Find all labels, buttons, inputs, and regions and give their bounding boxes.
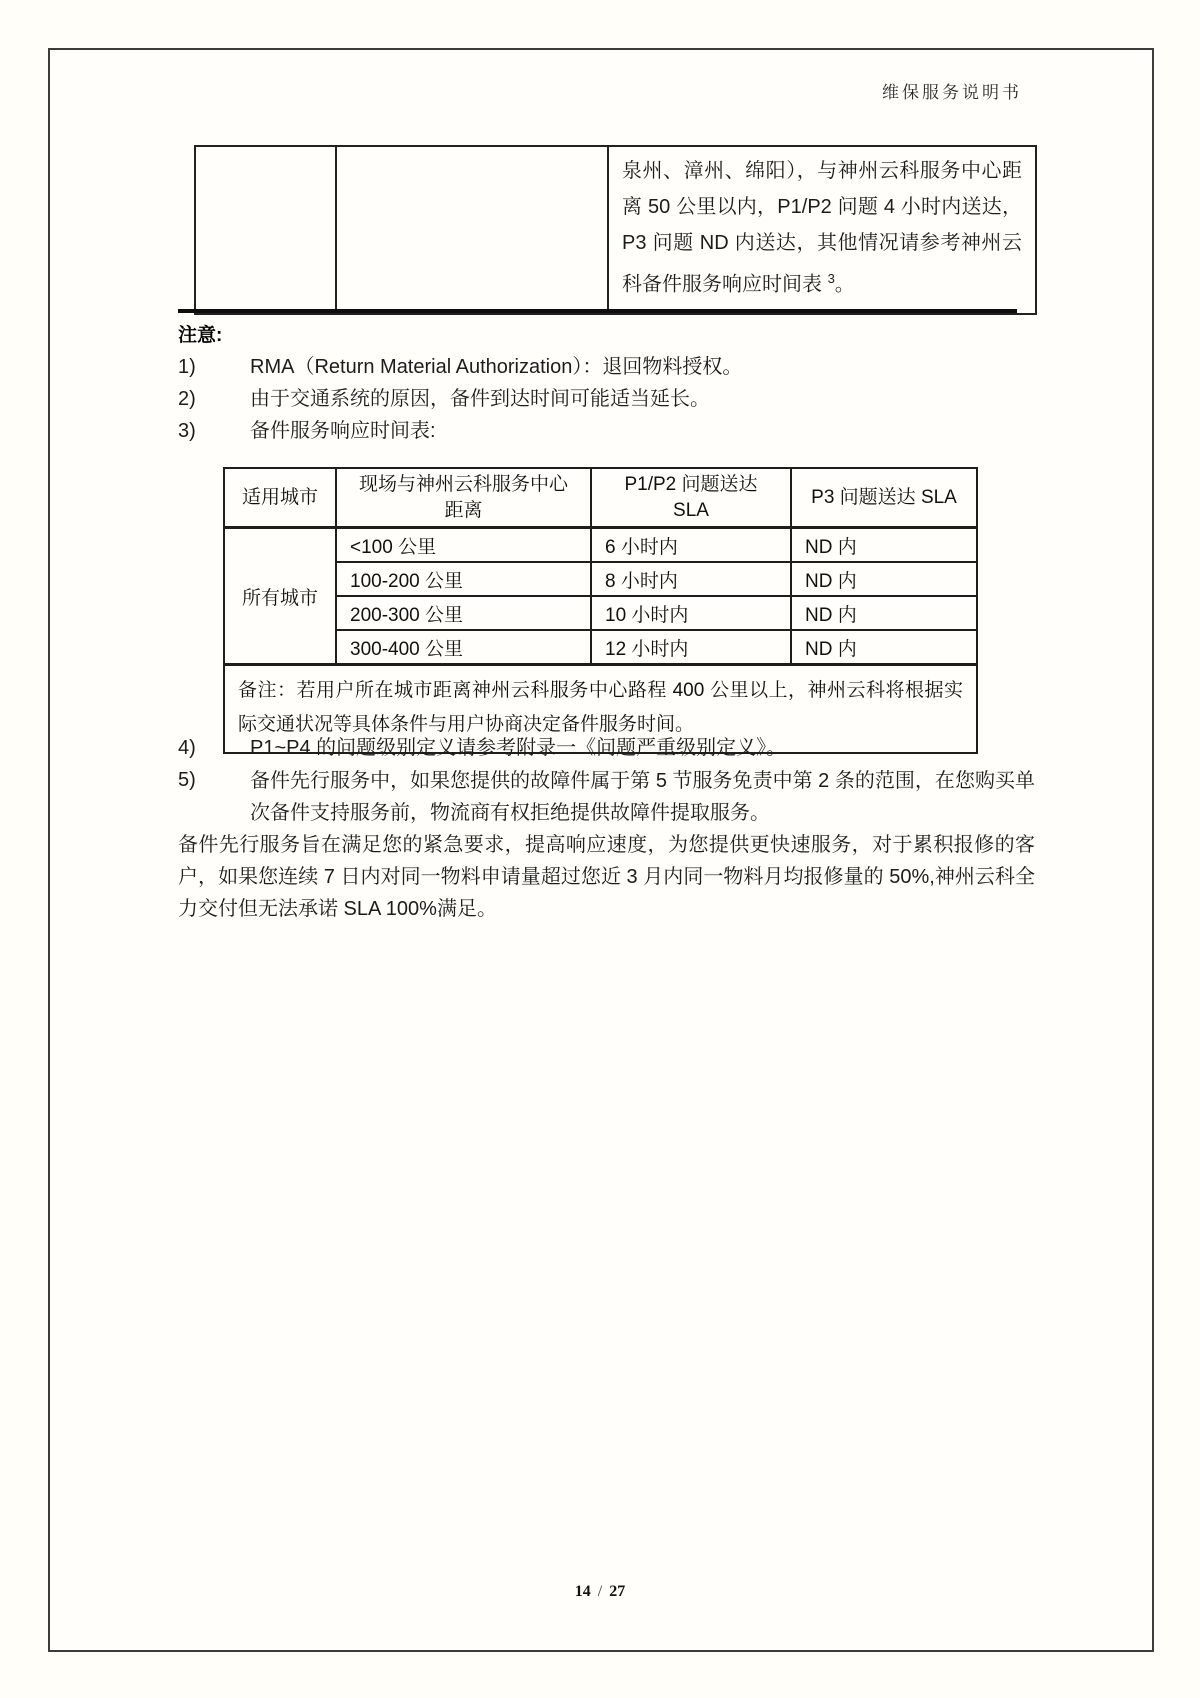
header-p3: P3 问题送达 SLA (791, 468, 977, 528)
cell-p1p2-sla: 6 小时内 (591, 528, 791, 563)
header-distance (336, 468, 591, 528)
cell-distance: 200-300 公里 (336, 596, 591, 630)
continuation-period: 。 (834, 273, 855, 296)
page-header-title: 维保服务说明书 (882, 83, 1022, 102)
cell-p3-sla: ND 内 (791, 596, 977, 630)
table-note: 备注：若用户所在城市距离神州云科服务中心路程 400 公里以上，神州云科将根据实际交通状况等具体条件与用户协商决定备件服务时间。 (224, 665, 977, 754)
note-item-number: 5) (178, 769, 196, 791)
notes-heading: 注意: (178, 325, 223, 346)
note-item-text: P1~P4 的问题级别定义请参考附录一《问题严重级别定义》。 (250, 737, 787, 759)
continuation-text: 泉州、漳州、绵阳），与神州云科服务中心距离 50 公里以内，P1/P2 问题 4 小时内送达，P3 问题 ND 内送达，其他情况请参考神州云科备件服务响应时间表 (622, 160, 1022, 296)
header-distance-line1: 现场与神州云科服务中心 (358, 473, 568, 495)
header-city: 适用城市 (224, 468, 336, 528)
continuation-cell-1 (195, 146, 336, 314)
header-distance-line2: 距离 (444, 499, 483, 521)
cell-distance: 300-400 公里 (336, 630, 591, 665)
note-item-text: 备件先行服务中，如果您提供的故障件属于第 5 节服务免责中第 2 条的范围，在您购买单次备件支持服务前，物流商有权拒绝提供故障件提取服务。 (250, 770, 1035, 824)
table-row (195, 146, 1036, 314)
cell-p3-sla: ND 内 (791, 562, 977, 596)
cell-city-group: 所有城市 (224, 528, 336, 665)
note-item-number: 1) (178, 356, 196, 378)
table-row (224, 528, 977, 563)
section-divider-rule (178, 309, 1017, 313)
cell-p1p2-sla: 8 小时内 (591, 562, 791, 596)
footnote-ref: 3 (827, 271, 835, 286)
table-row (224, 562, 977, 596)
cell-p1p2-sla: 10 小时内 (591, 596, 791, 630)
note-item-number: 3) (178, 420, 196, 442)
header-p1p2-line1: P1/P2 问题送达 (624, 473, 758, 495)
closing-paragraph: 备件先行服务旨在满足您的紧急要求，提高响应速度，为您提供更快速服务，对于累积报修的客户，如果您连续 7 日内对同一物料申请量超过您近 3 月内同一物料月均报修量的 50%,神州云科全力交付但无法承诺 SLA 100%满足。 (178, 834, 1035, 920)
cell-p3-sla: ND 内 (791, 528, 977, 563)
cell-p3-sla: ND 内 (791, 630, 977, 665)
header-p1p2-line2: SLA (673, 499, 709, 521)
table-row (224, 630, 977, 665)
note-item-text: 备件服务响应时间表: (250, 420, 436, 442)
header-p1p2 (591, 468, 791, 528)
cell-distance: 100-200 公里 (336, 562, 591, 596)
note-item-text: 由于交通系统的原因，备件到达时间可能适当延长。 (250, 388, 710, 410)
note-item-number: 2) (178, 388, 196, 410)
continuation-cell-text (608, 146, 1036, 314)
footer-total-pages: 27 (609, 1583, 626, 1600)
continuation-cell-2 (336, 146, 608, 314)
continuation-table (194, 145, 1037, 315)
cell-p1p2-sla: 12 小时内 (591, 630, 791, 665)
sla-response-time-table (223, 467, 978, 754)
cell-distance: <100 公里 (336, 528, 591, 563)
footer-separator: / (597, 1583, 603, 1600)
footer-current-page: 14 (574, 1583, 591, 1600)
note-item-number: 4) (178, 737, 196, 759)
table-header-row (224, 468, 977, 528)
note-item-text: RMA（Return Material Authorization）：退回物料授权。 (250, 356, 743, 378)
page-footer (0, 1583, 1200, 1601)
table-row (224, 596, 977, 630)
